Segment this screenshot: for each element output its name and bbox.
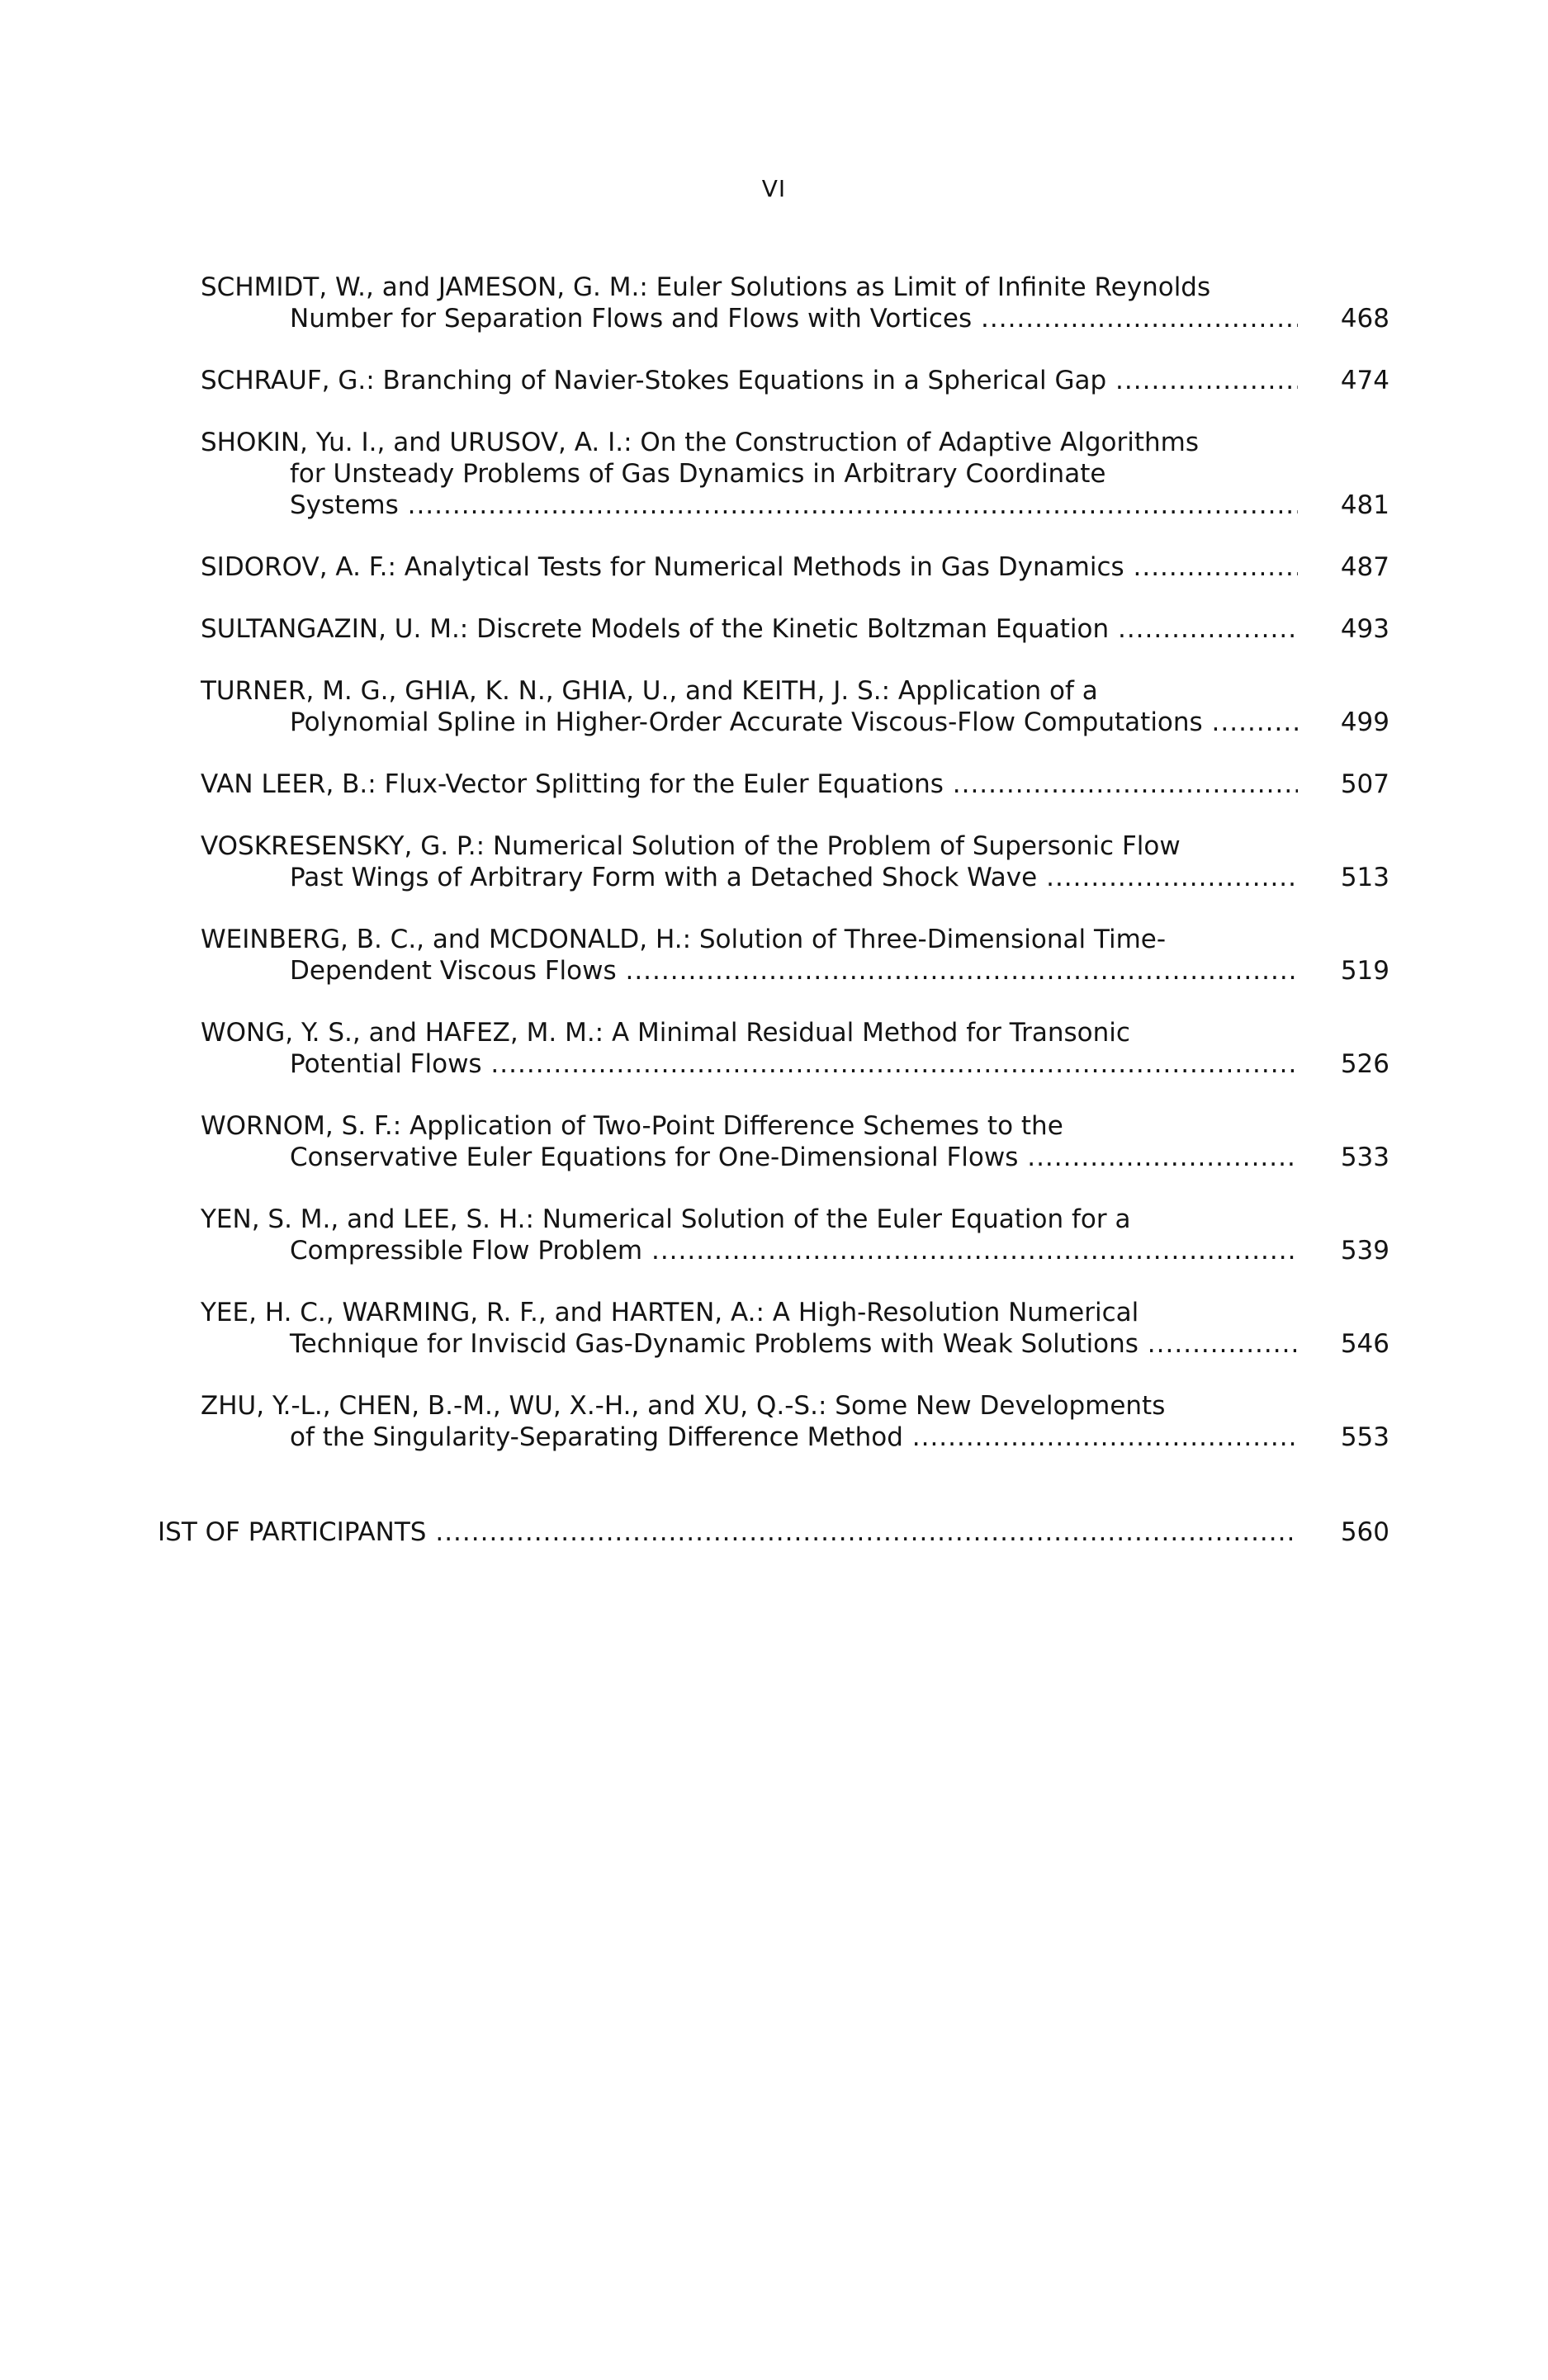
entry-page-number: 487 [1340, 552, 1389, 582]
entry-page-number: 481 [1340, 490, 1389, 520]
entry-page-number: 499 [1340, 707, 1389, 737]
entry-page-number: 526 [1340, 1049, 1389, 1079]
entry-author-title-line: SCHMIDT, W., and JAMESON, G. M.: Euler Solutions as Limit of Infinite Reynolds [201, 272, 1211, 302]
toc-entry [201, 675, 1389, 738]
entry-page-number: 507 [1340, 769, 1389, 799]
entry-author-title-line: WONG, Y. S., and HAFEZ, M. M.: A Minimal Residual Method for Transonic [201, 1018, 1130, 1048]
toc-entry [201, 272, 1389, 334]
toc-entry-list-of-participants [158, 1516, 1389, 1548]
entry-author-title-line: VOSKRESENSKY, G. P.: Numerical Solution of the Problem of Supersonic Flow [201, 831, 1181, 861]
entry-continuation-line: Polynomial Spline in Higher-Order Accurate Viscous-Flow Computations ..... [201, 707, 1298, 738]
entry-author-title-line: YEE, H. C., WARMING, R. F., and HARTEN, A.: A High-Resolution Numerical [201, 1298, 1139, 1327]
toc-entry [201, 1390, 1389, 1453]
entry-page-number: 468 [1340, 304, 1389, 334]
entry-page-number: 533 [1340, 1143, 1389, 1172]
entry-continuation-line: Past Wings of Arbitrary Form with a Detached Shock Wave ..... [201, 862, 1298, 893]
entry-page-number: 553 [1340, 1422, 1389, 1452]
entry-continuation-line: Number for Separation Flows and Flows with Vortices ..... [201, 303, 1298, 334]
entry-page-number: 519 [1340, 956, 1389, 986]
toc-entry [201, 1017, 1389, 1080]
entry-page-number: 474 [1340, 366, 1389, 395]
entry-author-title-line: ZHU, Y.-L., CHEN, B.-M., WU, X.-H., and XU, Q.-S.: Some New Developments [201, 1391, 1166, 1421]
toc-entry [201, 769, 1389, 800]
entry-author-title-line: SIDOROV, A. F.: Analytical Tests for Numerical Methods in Gas Dynamics ..... [201, 551, 1298, 583]
entry-continuation-line: Potential Flows ..... [201, 1048, 1298, 1080]
toc-entry [201, 613, 1389, 645]
toc-entry [201, 551, 1389, 583]
entry-author-title-line: SHOKIN, Yu. I., and URUSOV, A. I.: On the Construction of Adaptive Algorithms [201, 428, 1200, 457]
toc-entry [201, 1110, 1389, 1173]
toc-entry [201, 365, 1389, 396]
entry-continuation-line: Technique for Inviscid Gas-Dynamic Problems with Weak Solutions ..... [201, 1328, 1298, 1360]
entry-continuation-line: Dependent Viscous Flows ..... [201, 955, 1298, 987]
table-of-contents [201, 272, 1389, 1483]
toc-entry [201, 1297, 1389, 1360]
entry-author-title-line: SCHRAUF, G.: Branching of Navier-Stokes Equations in a Spherical Gap ..... [201, 365, 1298, 396]
entry-page-number: 546 [1340, 1329, 1389, 1359]
entry-page-number: 539 [1340, 1236, 1389, 1266]
entry-continuation-line: Compressible Flow Problem ..... [201, 1235, 1298, 1266]
entry-continuation-line: Conservative Euler Equations for One-Dimensional Flows ..... [201, 1142, 1298, 1173]
entry-author-title-line: SULTANGAZIN, U. M.: Discrete Models of the Kinetic Boltzman Equation ..... [201, 613, 1298, 645]
entry-author-title-line: WEINBERG, B. C., and MCDONALD, H.: Solution of Three-Dimensional Time- [201, 925, 1167, 954]
entry-continuation-line: of the Singularity-Separating Difference Method ..... [201, 1422, 1298, 1453]
entry-continuation-line: Systems ..... [201, 490, 1298, 521]
toc-entry [201, 924, 1389, 987]
entry-continuation-line: for Unsteady Problems of Gas Dynamics in Arbitrary Coordinate [290, 459, 1106, 489]
toc-entry [201, 427, 1389, 521]
entry-page-number: 493 [1340, 614, 1389, 644]
entry-page-number: 513 [1340, 863, 1389, 892]
entry-author-title-line: VAN LEER, B.: Flux-Vector Splitting for the Euler Equations ..... [201, 769, 1298, 800]
entry-author-title-line: WORNOM, S. F.: Application of Two-Point Difference Schemes to the [201, 1111, 1063, 1141]
entry-author-title-line: TURNER, M. G., GHIA, K. N., GHIA, U., and KEITH, J. S.: Application of a [201, 676, 1098, 706]
entry-label: IST OF PARTICIPANTS ..... [158, 1516, 1298, 1548]
toc-entry [201, 1204, 1389, 1266]
toc-entry [201, 830, 1389, 893]
entry-page-number: 560 [1340, 1517, 1389, 1547]
page-number: VI [761, 175, 787, 202]
entry-author-title-line: YEN, S. M., and LEE, S. H.: Numerical Solution of the Euler Equation for a [201, 1204, 1131, 1234]
